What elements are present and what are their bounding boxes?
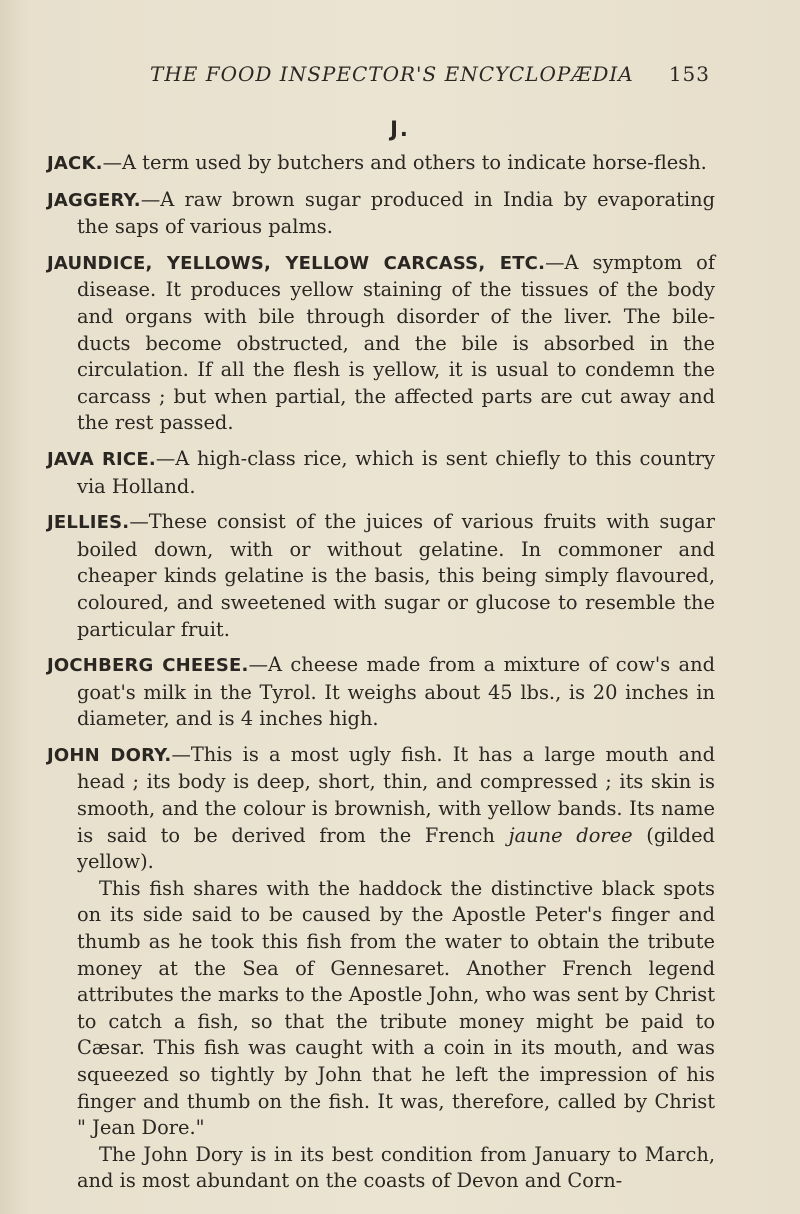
entry-text: —These consist of the juices of various fruits with sugar boiled down, with or without gelatine. In commoner and cheaper kinds gelatine is the basis, this being simply flavoured, coloured, and sweetened with sugar or glucose to resemble the particular fruit.: [77, 510, 715, 641]
entry-text: —A high-class rice, which is sent chiefly to this country via Holland.: [77, 446, 715, 498]
page-number: 153: [668, 62, 710, 86]
section-letter: J.: [390, 117, 410, 141]
entry-text: —A raw brown sugar produced in India by evaporating the saps of various palms.: [77, 187, 715, 239]
paragraph-season: The John Dory is in its best condition from January to March, and is most abundant on the coasts of Devon and Corn-: [77, 1142, 715, 1193]
entry-term: JAVA RICE.: [47, 448, 156, 470]
entry-italic-phrase: jaune doree: [508, 823, 633, 847]
running-header: [150, 62, 710, 86]
entry-john-dory: [47, 742, 715, 876]
page-body: [47, 150, 715, 1195]
entry-term: JACK.: [47, 153, 103, 174]
entry-text: —A symptom of disease. It produces yellow staining of the tissues of the body and organs with bile through disorder of the liver. The bile-ducts become obstructed, and the bile is absorbed in the circulation. If all the flesh is yellow, it is usual to condemn the carcass ; but when partial, the affected parts are cut away and the rest passed.: [77, 250, 715, 435]
running-title: THE FOOD INSPECTOR'S ENCYCLOPÆDIA: [150, 62, 634, 86]
entry-jellies: [47, 509, 715, 643]
entry-jaundice: [47, 250, 715, 437]
entry-text: —A term used by butchers and others to indicate horse-flesh.: [102, 151, 707, 174]
entry-text: —A cheese made from a mixture of cow's and goat's milk in the Tyrol. It weighs about 45 lbs., is 20 inches in diameter, and is 4 inches high.: [77, 653, 716, 731]
entry-jochberg-cheese: [47, 652, 715, 733]
entry-jack: [47, 150, 715, 178]
entry-java-rice: [47, 446, 715, 500]
entry-term: JAGGERY.: [47, 189, 141, 211]
entry-jaggery: [47, 187, 715, 241]
entry-text: —This is a most ugly fish. It has a large mouth and head ; its body is deep, short, thin, and compressed ; its skin is smooth, and the colour is brownish, with yellow bands. Its name is said to be derived from the French: [77, 742, 715, 847]
entry-term: JELLIES.: [47, 512, 130, 534]
entry-text-end: (gilded yellow).: [77, 823, 715, 874]
entry-term: JOHN DORY.: [47, 744, 172, 766]
entry-term: JOCHBERG CHEESE.: [47, 655, 249, 677]
paragraph-legend: This fish shares with the haddock the distinctive black spots on its side said to be caused by the Apostle Peter's finger and thumb as he took this fish from the water to obtain the tribute money at the Sea of Gennesaret. Another French legend attributes the marks to the Apostle John, who was sent by Christ to catch a fish, so that the tribute money might be paid to Cæsar. This fish was caught with a coin in its mouth, and was squeezed so tightly by John that he left the impression of his finger and thumb on the fish. It was, therefore, called by Christ " Jean Dore.": [77, 876, 715, 1140]
entry-term: JAUNDICE, YELLOWS, YELLOW CARCASS, ETC.: [47, 252, 546, 274]
